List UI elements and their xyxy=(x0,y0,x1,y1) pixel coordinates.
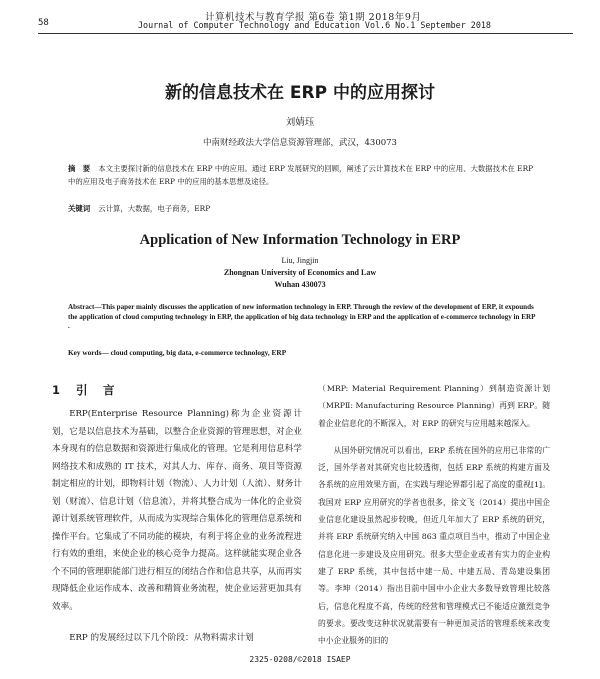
keywords-cn xyxy=(68,203,538,214)
journal-title-cn: 计算机技术与教育学报 第6卷 第1期 2018年9月 xyxy=(205,12,422,23)
section-heading xyxy=(52,382,117,398)
abstract-en: Abstract—This paper mainly discusses the application of new information technology in ERP. Through the review of the development of ERP, it expounds the application of cloud computing technology in ERP, the application of big data technology in ERP and the application of e-commerce technology in ERP . xyxy=(68,303,536,331)
author-en: Liu, Jingjin xyxy=(281,256,319,265)
header-rule xyxy=(38,33,573,34)
section-number: 1 xyxy=(52,383,63,397)
abstract-label-cn: 摘 要 xyxy=(68,164,91,173)
keywords-text-cn: 云计算，大数据，电子商务，ERP xyxy=(98,204,211,213)
affiliation-cn: 中南财经政法大学信息资源管理部，武汉，430073 xyxy=(203,138,397,148)
paragraph: ERP(Enterprise Resource Planning)称为企业资源计划，它是以信息技术为基础，以整合企业资源的管理思想，对企业本身现有的信息数据和资源进行集成化的管理。它是利用信息科学网络技术和成熟的 IT 技术，对其人力、库存、商务、项目等资源制定相应的计划，即物料计划（物流）、人力计划（人流）、财务计划（财流）、信息计划（信息流），并将其整合成为一体化的企业资源计划系统管理软件，从而成为实现综合集体化的管理信息系统和操作平台。它集成了不同功能的模块，有利于将企业的业务流程进行有效的重组，来使企业的核心竞争力提高。这样就能实现企业各个不同的管理职能部门进行相互的闭结合作和信息共享，从而再实现降低企业运作成本、改善和精简业务流程，使企业运营更加具有效率。 xyxy=(52,409,302,612)
running-header xyxy=(0,0,600,40)
paragraph: 从国外研究情况可以看出，ERP 系统在国外的应用已非常的广泛，国外学者对其研究也比较透彻，包括 ERP 系统的构建方面及各系统的应用效果方面，在实践与理论界都引起了高度的重视[1]。我国对 ERP 应用研究的学者也很多，徐文飞（2014）提出中国企业信息化建设虽然起步较晚，但近几年加大了 ERP 系统的研究，并将 ERP 系统研究纳入中国 863 重点项目当中，推动了中国企业信息化进一步建设及应用研究。很多大型企业或者有实力的企业构建了 ERP 系统，其中包括中建一局、中建五局、青岛建设集团等。李坤（2014）指出目前中国中小企业大多数导致管理比较落后，信息化程度不高，传统的经营和管理模式已不能适应激烈竞争的要求。要改变这种状况就需要有一种更加灵活的管理系统来改变中小企业服务的旧的 xyxy=(318,445,550,646)
body-column-left xyxy=(52,406,302,648)
abstract-text-cn: 本文主要探讨新的信息技术在 ERP 中的应用。通过 ERP 发展研究的回顾，阐述了云计算技术在 ERP 中的应用、大数据技术在 ERP 中的应用及电子商务技术在 ERP 中的应用的基本思想及途径。 xyxy=(68,164,534,186)
paragraph: （MRP: Material Requirement Planning）到制造资源计划（MRPⅡ: Manufacturing Resource Planning）再到 ERP。随着企业信息化的不断深入，对 ERP 的研究与应用越来越深入。 xyxy=(318,384,550,428)
paper-title-en: Application of New Information Technology in ERP xyxy=(139,232,461,248)
keywords-en: Key words— cloud computing, big data, e-commerce technology, ERP xyxy=(68,348,287,357)
affiliation-city-en: Wuhan 430073 xyxy=(274,280,326,289)
footer-copyright: 2325-0208/©2018 ISAEP xyxy=(249,655,351,664)
affiliation-en: Zhongnan University of Economics and Law xyxy=(223,268,377,277)
journal-title-en: Journal of Computer Technology and Education Vol.6 No.1 September 2018 xyxy=(138,20,491,30)
section-title: 引 言 xyxy=(76,383,117,397)
page-number: 58 xyxy=(38,18,49,28)
author-cn: 刘婧珏 xyxy=(285,117,315,128)
body-column-right xyxy=(318,380,550,649)
paragraph: ERP 的发展经过以下几个阶段：从物料需求计划 xyxy=(69,633,254,643)
keywords-label-cn: 关键词 xyxy=(68,204,91,213)
paper-title-cn: 新的信息技术在 ERP 中的应用探讨 xyxy=(165,83,435,103)
abstract-cn xyxy=(68,162,538,188)
